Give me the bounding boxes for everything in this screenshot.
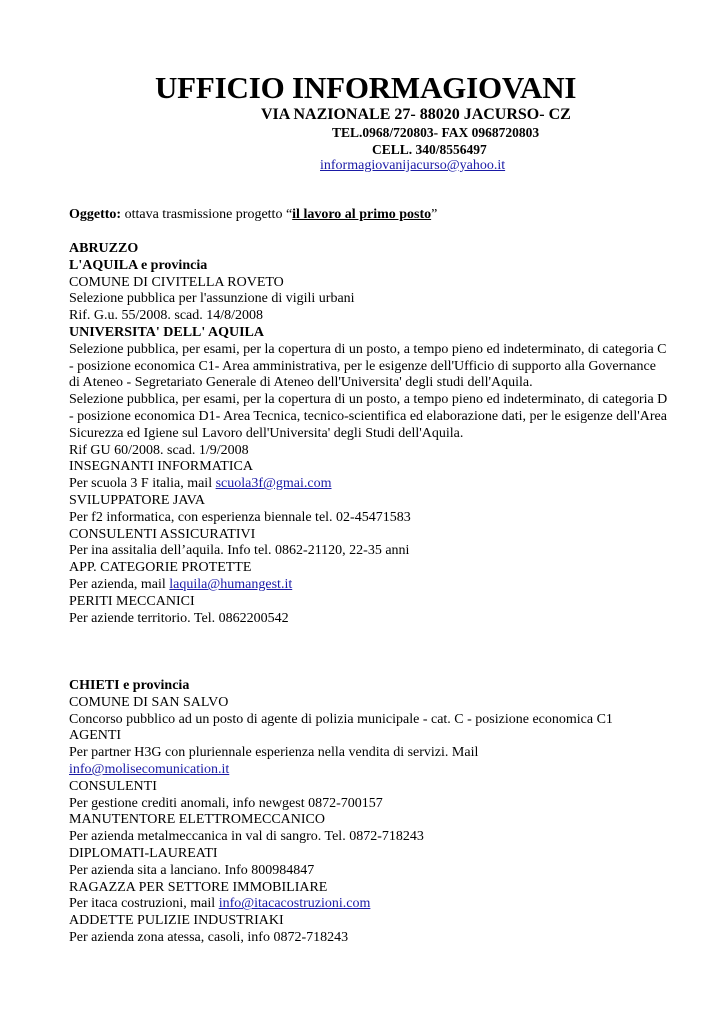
listing-title: RAGAZZA PER SETTORE IMMOBILIARE <box>69 879 328 895</box>
subject-line <box>69 207 437 223</box>
listing-title-university: UNIVERSITA' DELL' AQUILA <box>69 324 265 340</box>
listing-title: CONSULENTI ASSICURATIVI <box>69 526 256 542</box>
listing-title: COMUNE DI SAN SALVO <box>69 694 229 710</box>
listing-ref: Rif GU 60/2008. scad. 1/9/2008 <box>69 442 249 458</box>
listing-desc <box>69 577 669 594</box>
listing-desc: Selezione pubblica per l'assunzione di vigili urbani <box>69 291 355 307</box>
listing-desc: Per gestione crediti anomali, info newgest 0872-700157 <box>69 795 383 811</box>
listing-title: MANUTENTORE ELETTROMECCANICO <box>69 812 326 828</box>
subject-label: Oggetto: <box>69 207 122 222</box>
province-heading: L'AQUILA e provincia <box>69 257 208 273</box>
listing-desc: Selezione pubblica, per esami, per la copertura di un posto, a tempo pieno ed indeterminato, di categoria D - posizione economica D1- Area Tecnica, tecnico-scientifica ed elaborazione dati, per le esigenze dell'Area Sicurezza ed Igiene sul Lavoro dell'Universita' degli Studi dell'Aquila. <box>69 392 668 441</box>
subject-project: il lavoro al primo posto <box>292 207 432 222</box>
email-link[interactable]: info@molisecomunication.it <box>69 761 230 777</box>
listing-desc <box>69 476 669 493</box>
email-link[interactable]: info@itacacostruzioni.com <box>218 896 371 912</box>
listing-title: PERITI MECCANICI <box>69 593 195 609</box>
office-title: UFFICIO INFORMAGIOVANI <box>155 70 577 105</box>
listing-title: INSEGNANTI INFORMATICA <box>69 459 253 475</box>
listing-ref: Rif. G.u. 55/2008. scad. 14/8/2008 <box>69 308 264 324</box>
listing-text: Per scuola 3 F italia, mail <box>69 476 216 492</box>
listing-desc <box>69 896 669 913</box>
subject-text: ottava trasmissione progetto “ <box>121 207 293 222</box>
listing-desc: Concorso pubblico ad un posto di agente di polizia municipale - cat. C - posizione economica C1 <box>69 711 613 727</box>
office-email-link[interactable]: informagiovanijacurso@yahoo.it <box>320 158 506 173</box>
listing-title: DIPLOMATI-LAUREATI <box>69 845 218 861</box>
chieti-section <box>69 678 669 947</box>
abruzzo-section <box>69 241 669 627</box>
listing-title: APP. CATEGORIE PROTETTE <box>69 560 252 576</box>
listing-desc: Per azienda sita a lanciano. Info 800984847 <box>69 862 315 878</box>
listing-title: SVILUPPATORE JAVA <box>69 492 206 508</box>
listing-text: Per itaca costruzioni, mail <box>69 896 219 912</box>
listing-desc: Per azienda metalmeccanica in val di sangro. Tel. 0872-718243 <box>69 829 424 845</box>
office-phone-fax: TEL.0968/720803- FAX 0968720803 <box>332 125 540 140</box>
listing-desc: Per azienda zona atessa, casoli, info 0872-718243 <box>69 929 349 945</box>
office-cell: CELL. 340/8556497 <box>372 142 487 157</box>
listing-desc: Per aziende territorio. Tel. 0862200542 <box>69 610 289 626</box>
region-heading: ABRUZZO <box>69 241 139 256</box>
province-heading: CHIETI e provincia <box>69 678 190 693</box>
email-link[interactable]: laquila@humangest.it <box>169 576 293 592</box>
subject-close-quote: ” <box>431 207 438 222</box>
listing-title: COMUNE DI CIVITELLA ROVETO <box>69 274 284 290</box>
listing-text: Per azienda, mail <box>69 576 170 592</box>
listing-desc: Per partner H3G con pluriennale esperienza nella vendita di servizi. Mail <box>69 745 479 761</box>
listing-title: AGENTI <box>69 728 122 744</box>
listing-title: ADDETTE PULIZIE INDUSTRIAKI <box>69 913 284 929</box>
listing-desc: Per ina assitalia dell’aquila. Info tel. 0862-21120, 22-35 anni <box>69 543 410 559</box>
listing-desc: Per f2 informatica, con esperienza biennale tel. 02-45471583 <box>69 509 411 525</box>
listing-title: CONSULENTI <box>69 778 157 794</box>
listing-desc: Selezione pubblica, per esami, per la copertura di un posto, a tempo pieno ed indeterminato, di categoria C - posizione economica C1- Area amministrativa, per le esigenze dell'Ufficio di supporto alla Governance di Ateneo - Segretariato Generale di Ateneo dell'Universita' degli studi dell'Aquila. <box>69 341 667 391</box>
office-address: VIA NAZIONALE 27- 88020 JACURSO- CZ <box>261 106 571 123</box>
email-link[interactable]: scuola3f@gmai.com <box>215 476 332 492</box>
